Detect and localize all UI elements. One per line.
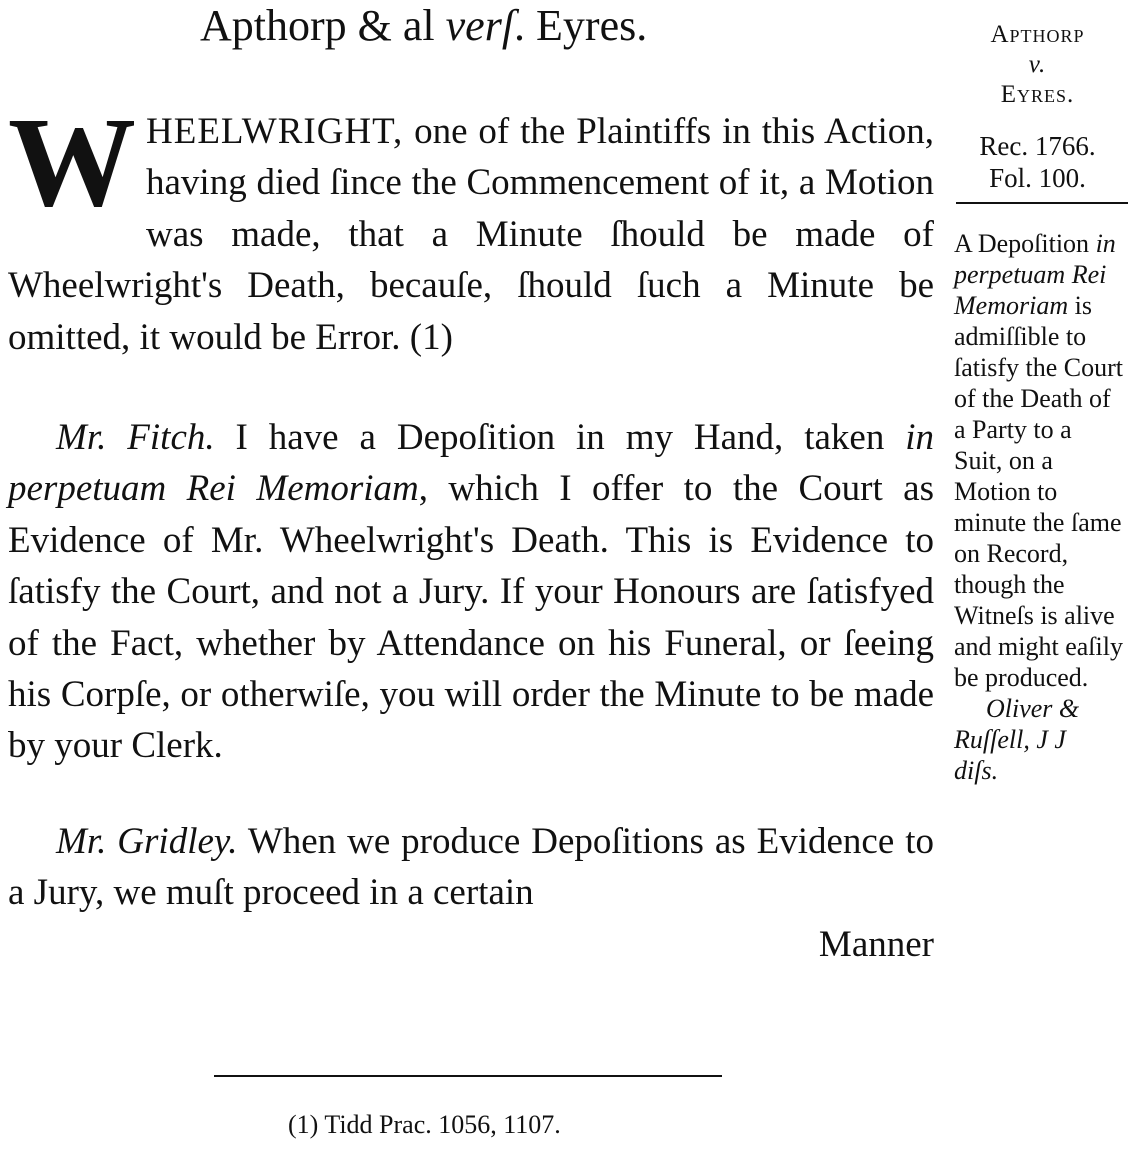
marginal-note-judges-names: Ruſſell, J J — [954, 725, 1066, 754]
running-head-end: . Eyres. — [514, 1, 648, 50]
marginal-note-dissent: diſs. — [954, 756, 999, 785]
paragraph-fitch-text-a: I have a Depoſition in my Hand, taken — [214, 417, 906, 459]
margin-case-plaintiff: Apthorp — [990, 21, 1085, 48]
speaker-fitch: Mr. Fitch. — [56, 417, 215, 459]
running-head — [200, 2, 647, 50]
record-folio: Fol. 100. — [989, 163, 1086, 193]
marginal-note — [954, 228, 1124, 786]
running-head-text: Apthorp & al — [200, 1, 446, 50]
margin-case-header — [955, 20, 1120, 110]
paragraph-motion-text: one of the Plaintiffs in this Action, having died ſince the Commencement of it, a Motion was made, that a Minute ſhould be made of Wheelwright's Death, becauſe, ſhould ſuch a Minute be omitted, it would be Error. (1) — [8, 111, 934, 358]
paragraph-motion — [8, 91, 934, 363]
paragraph-gridley-text: When we produce Depoſitions as Evidence to a Jury, we muſt proceed in a certain — [8, 820, 934, 914]
catchword: Manner — [818, 923, 934, 965]
marginal-note-latin: in perpetuam Rei Memoriam — [954, 229, 1116, 320]
speaker-gridley: Mr. Gridley. — [56, 820, 238, 862]
footnote-rule — [214, 1075, 722, 1077]
marginal-note-text: A Depoſition — [954, 229, 1096, 258]
marginal-note-judges: Oliver & — [986, 694, 1080, 723]
margin-case-versus: v. — [1028, 51, 1047, 78]
margin-case-defendant: Eyres. — [1000, 81, 1075, 108]
drop-cap: W — [8, 91, 136, 233]
opening-caps: HEELWRIGHT, — [146, 111, 404, 152]
paragraph-gridley — [8, 816, 934, 919]
paragraph-fitch-latin: in perpetuam Rei Memoriam — [8, 417, 935, 510]
marginal-note-text-cont: is admiſſible to ſatisfy the Court of the Death of a Party to a Suit, on a Motion to minute the ſame on Record, though the Witneſs is alive and might eaſily be produced. — [954, 291, 1123, 692]
paragraph-fitch-text-b: , which I offer to the Court as Evidence of Mr. Wheelwright's Death. This is Evidence to ſatisfy the Court, and not a Jury. If your Honours are ſatisfyed of the Fact, whether by Attendance on his Funeral, or ſeeing his Corpſe, or otherwiſe, you will order the Minute to be made by your Clerk. — [8, 468, 934, 767]
record-reference — [955, 130, 1120, 194]
record-year: Rec. 1766. — [979, 131, 1096, 161]
running-head-italic: verſ — [445, 1, 515, 50]
footnote: (1) Tidd Prac. 1056, 1107. — [288, 1110, 561, 1139]
margin-divider — [956, 202, 1128, 204]
paragraph-fitch — [8, 412, 934, 772]
main-text — [8, 91, 935, 970]
